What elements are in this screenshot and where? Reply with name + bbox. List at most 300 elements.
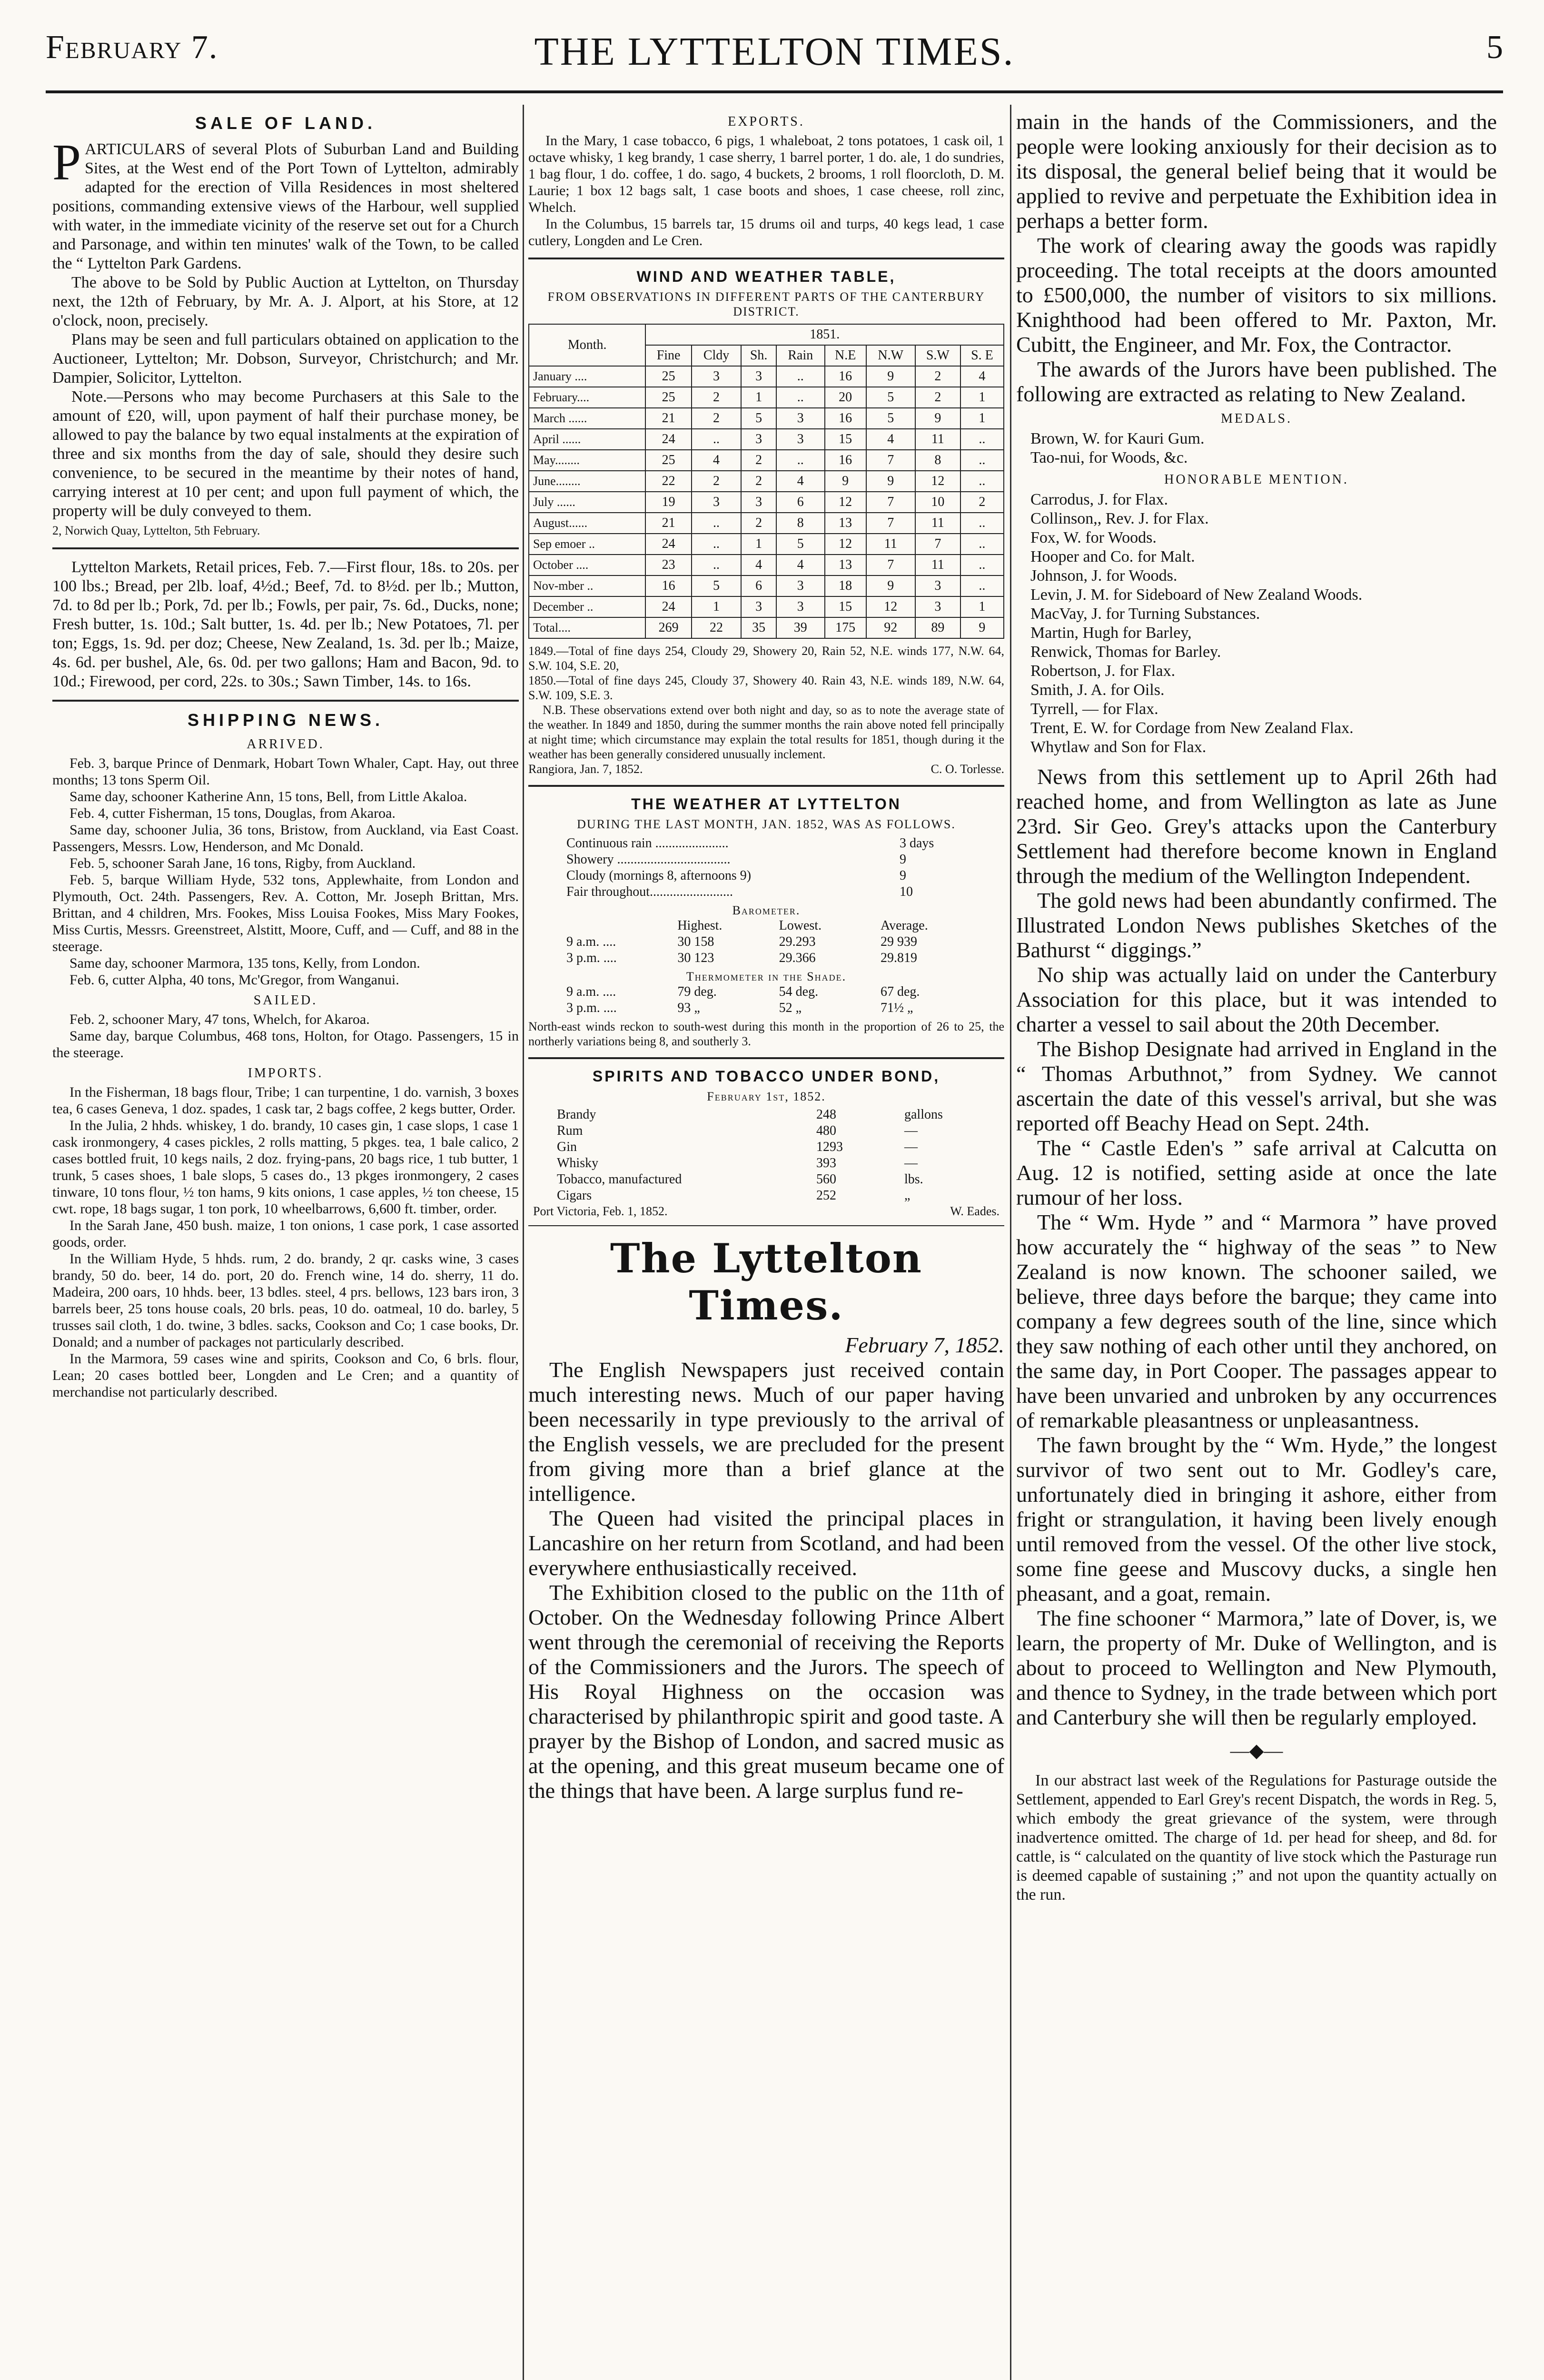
value-cell: 13	[825, 513, 866, 534]
mention-item: Martin, Hugh for Barley,	[1030, 624, 1192, 642]
weather-key: Cloudy (mornings 8, afternoons 9)	[566, 868, 752, 883]
wind-weather-table	[528, 324, 1004, 639]
value-cell: ..	[692, 555, 742, 575]
value-cell: 7	[866, 450, 915, 471]
thermometer-readings	[528, 984, 1004, 1016]
medal-item: Tao-nui, for Woods, &c.	[1030, 449, 1188, 466]
ornament-divider: —◆—	[1230, 1740, 1283, 1761]
weather-row	[566, 852, 966, 868]
page-number: 5	[1486, 29, 1503, 66]
column-3	[1016, 109, 1497, 2380]
thermometer-label: Thermometer in the Shade.	[686, 970, 847, 983]
barometer-readings	[528, 918, 1004, 966]
imports-label: IMPORTS.	[247, 1066, 324, 1081]
value-cell: 3	[915, 575, 960, 596]
header-date: February 7.	[46, 29, 218, 66]
wind-subheading: FROM OBSERVATIONS IN DIFFERENT PARTS OF THE CANTERBURY DISTRICT.	[547, 290, 985, 318]
header-rule	[46, 90, 1503, 93]
value-cell: 3	[741, 429, 776, 450]
sailed-label: SAILED.	[253, 993, 318, 1008]
imports-item: In the William Hyde, 5 hhds. rum, 2 do. brandy, 2 qr. casks wine, 3 cases brandy, 50 do. beer, 14 do. port, 20 do. French wine, 14 do. sherry, 11 do. Madeira, 200 oars, 10 hhds. beer, 13 bdles. steel, 4 prs. bellows, 123 bars iron, 3 barrels beer, 25 tons house coals, 20 brls. peas, 10 do. oatmeal, 10 do. barley, 5 trusses sail cloth, 1 do. twine, 3 bdles. sacks, Cookson and Co; 1 case books, Dr. Donald; and a number of packages not particularly described.	[52, 1251, 519, 1350]
sailed-item: Feb. 2, schooner Mary, 47 tons, Whelch, for Akaroa.	[69, 1012, 370, 1027]
baro-cell: 29.819	[880, 951, 917, 965]
wind-table-row	[529, 534, 1004, 555]
newspaper-title: THE LYTTELTON TIMES.	[534, 30, 1015, 74]
month-cell: March ......	[529, 408, 645, 429]
editorial-para: The English Newspapers just received contain much interesting news. Much of our paper having been necessarily in type previously to the arrival of the English vessels, we are precluded for the present from giving more than a brief glance at the intelligence.	[528, 1358, 1004, 1506]
baro-head-cell	[566, 918, 662, 934]
value-cell: 2	[692, 387, 742, 408]
value-cell: 4	[776, 555, 825, 575]
baro-cell: 9 a.m. ....	[566, 934, 616, 949]
baro-head-cell: Average.	[880, 918, 928, 933]
sale-signature: 2, Norwich Quay, Lyttelton, 5th February.	[52, 524, 260, 537]
col-header: N.W	[866, 345, 915, 366]
value-cell: ..	[692, 429, 742, 450]
arrived-item: Feb. 4, cutter Fisherman, 15 tons, Douglas, from Akaroa.	[69, 805, 396, 821]
month-cell: July ......	[529, 492, 645, 513]
page-header	[46, 29, 1503, 86]
col3-para: The fine schooner “ Marmora,” late of Dover, is, we learn, the property of Mr. Duke of Wellington, and is about to proceed to Wellington and New Plymouth, and thence to Sydney, in the trade between which port and Canterbury she will then be regularly employed.	[1016, 1606, 1497, 1729]
value-cell: 4	[866, 429, 915, 450]
value-cell: 16	[825, 408, 866, 429]
value-cell: 9	[866, 575, 915, 596]
drop-cap: P	[52, 134, 81, 191]
value-cell: ..	[692, 534, 742, 555]
spirits-row	[557, 1107, 976, 1123]
thermo-cell: 93 „	[677, 1001, 700, 1015]
barometer-row	[566, 934, 966, 950]
value-cell: 12	[825, 492, 866, 513]
sale-para-4: Note.—Persons who may become Purchasers at this Sale to the amount of £20, will, upon payment of half their purchase money, be allowed to pay the balance by two equal instalments at the expiration of three and six months from the day of sale, should they desire such convenience, to be secured in the meantime by their notes of hand, carrying interest at 10 per cent; and upon full payment of which, the property will be duly conveyed to them.	[52, 388, 519, 520]
year-header: 1851.	[645, 324, 1004, 345]
col3-para: The gold news had been abundantly confirmed. The Illustrated London News publishes Sketches of the Bathurst “ diggings.”	[1016, 888, 1497, 962]
value-cell: 4	[741, 555, 776, 575]
lyttelton-weather-heading: THE WEATHER AT LYTTELTON	[631, 795, 901, 813]
wind-signature	[528, 762, 1004, 776]
value-cell: 10	[915, 492, 960, 513]
value-cell: 9	[825, 471, 866, 492]
exports-item: In the Mary, 1 case tobacco, 6 pigs, 1 whaleboat, 2 tons potatoes, 1 cask oil, 1 octave whisky, 1 keg brandy, 1 case sherry, 1 barrel porter, 1 do. ale, 1 do sundries, 1 bag flour, 1 do. coffee, 1 do. sago, 4 buckets, 2 brooms, 1 roll floorcloth, D. M. Laurie; 1 box 12 bags salt, 1 case boots and shoes, 1 case cheese, roll zinc, Whelch.	[528, 133, 1004, 215]
value-cell: 89	[915, 617, 960, 638]
mention-item: Smith, J. A. for Oils.	[1030, 681, 1165, 699]
month-cell: Sep emoer ..	[529, 534, 645, 555]
arrived-item: Feb. 3, barque Prince of Denmark, Hobart Town Whaler, Capt. Hay, out three months; 13 tons Sperm Oil.	[52, 755, 519, 788]
value-cell: ..	[776, 450, 825, 471]
value-cell: ..	[960, 513, 1004, 534]
spirits-row	[557, 1188, 976, 1204]
weather-key: Showery ..................................	[566, 852, 731, 867]
wind-table-row	[529, 596, 1004, 617]
month-column-header: Month.	[529, 324, 645, 366]
value-cell: 5	[866, 408, 915, 429]
value-cell: ..	[692, 513, 742, 534]
value-cell: 16	[645, 575, 691, 596]
value-cell: 24	[645, 429, 691, 450]
value-cell: 7	[915, 534, 960, 555]
divider	[528, 1225, 1004, 1226]
col-header: S. E	[960, 345, 1004, 366]
value-cell: 24	[645, 596, 691, 617]
sale-para-3: Plans may be seen and full particulars obtained on application to the Auctioneer, Lyttelton; Mr. Dobson, Surveyor, Christchurch; and Mr. Dampier, Solicitor, Lyttelton.	[52, 331, 519, 387]
value-cell: 13	[825, 555, 866, 575]
wind-table-row	[529, 429, 1004, 450]
editorial-para: The Queen had visited the principal places in Lancashire on her return from Scotland, and had been everywhere enthusiastically received.	[528, 1506, 1004, 1580]
spirits-signature	[528, 1204, 1004, 1219]
value-cell: 3	[741, 596, 776, 617]
col3-para: No ship was actually laid on under the Canterbury Association for this place, but it was intended to charter a vessel to sail about the 20th December.	[1016, 962, 1497, 1036]
month-cell: May........	[529, 450, 645, 471]
spirits-list	[528, 1104, 1004, 1204]
month-cell: Total....	[529, 617, 645, 638]
mention-item: Hooper and Co. for Malt.	[1030, 548, 1195, 565]
value-cell: 175	[825, 617, 866, 638]
value-cell: ..	[960, 429, 1004, 450]
wind-table-row	[529, 492, 1004, 513]
arrived-item: Same day, schooner Julia, 36 tons, Bristow, from Auckland, via East Coast. Passengers, Messrs. Low, Henderson, and Mc Donald.	[52, 822, 519, 854]
barometer-label: Barometer.	[732, 903, 801, 917]
weather-row	[566, 868, 966, 884]
value-cell: 15	[825, 429, 866, 450]
col3-para: News from this settlement up to April 26th had reached home, and from Wellington as late as June 23rd. Sir Geo. Grey's attacks upon the Canterbury Settlement had therefore become known in England through the medium of the Wellington Independent.	[1016, 764, 1497, 888]
spirits-row	[557, 1123, 976, 1139]
col3-para: The Bishop Designate had arrived in England in the “ Thomas Arbuthnot,” from Sydney. We cannot ascertain the date of this vessel's arrival, but she was reported off Beachy Head on Sept. 24th.	[1016, 1037, 1497, 1135]
barometer-head	[566, 918, 966, 934]
sale-para-2: The above to be Sold by Public Auction at Lyttelton, on Thursday next, the 12th of February, by Mr. A. J. Alport, at his Store, at 12 o'clock, noon, precisely.	[52, 274, 519, 329]
arrived-item: Feb. 5, schooner Sarah Jane, 16 tons, Rigby, from Auckland.	[69, 855, 416, 871]
sale-para-1-text: ARTICULARS of several Plots of Suburban Land and Building Sites, at the West end of the Port Town of Lyttelton, admirably adapted for the erection of Villa Residences in most sheltered positions, commanding extensive views of the Harbour, well supplied with water, in the immediate vicinity of the reserve set out for a Church and Parsonage, and within ten minutes' walk of the Town, to be called the “ Lyttelton Park Gardens.	[52, 140, 519, 272]
spirits-qty: 480	[816, 1123, 836, 1138]
exports-label: EXPORTS.	[728, 114, 805, 129]
thermometer-row	[566, 1000, 966, 1016]
value-cell: ..	[960, 555, 1004, 575]
weather-key: Fair throughout.........................	[566, 884, 733, 899]
thermo-cell: 54 deg.	[779, 984, 819, 999]
spirits-sig-place: Port Victoria, Feb. 1, 1852.	[533, 1204, 668, 1218]
wind-table-row	[529, 387, 1004, 408]
col3-para: The fawn brought by the “ Wm. Hyde,” the longest survivor of two sent out to Mr. Godley's care, unfortunately died in bringing it ashore, either from fright or strangulation, it having been lively enough until removed from the vessel. Of the other live stock, some fine geese and Muscovy ducks, a single hen pheasant, and a goat, remain.	[1016, 1433, 1497, 1606]
spirits-qty: 1293	[816, 1140, 843, 1154]
col3-para: The “ Wm. Hyde ” and “ Marmora ” have proved how accurately the “ highway of the seas ” to New Zealand is now known. The schooner sailed, we believe, three days before the barque; they came into company a few degrees south of the line, since which they saw nothing of each other until they anchored, on the same day, in Port Cooper. The passages appear to have been unvaried and unbroken by any occurrences of remarkable pleasantness or unpleasantness.	[1016, 1210, 1497, 1432]
value-cell: 3	[776, 408, 825, 429]
month-cell: December ..	[529, 596, 645, 617]
mention-item: Renwick, Thomas for Barley.	[1030, 643, 1221, 661]
value-cell: 5	[866, 387, 915, 408]
weather-key: Continuous rain ......................	[566, 836, 729, 851]
thermo-cell: 9 a.m. ....	[566, 984, 616, 999]
arrived-item: Feb. 6, cutter Alpha, 40 tons, Mc'Gregor, from Wanganui.	[69, 972, 399, 988]
value-cell: 24	[645, 534, 691, 555]
value-cell: 12	[866, 596, 915, 617]
value-cell: 3	[741, 366, 776, 387]
month-cell: April ......	[529, 429, 645, 450]
column-1	[52, 109, 519, 2380]
divider	[528, 1057, 1004, 1059]
spirits-qty: 393	[816, 1156, 836, 1170]
value-cell: 3	[692, 366, 742, 387]
honorable-mention-label: HONORABLE MENTION.	[1164, 472, 1349, 487]
editorial-masthead: The Lyttelton Times.	[610, 1235, 922, 1329]
baro-cell: 30 123	[677, 951, 714, 965]
divider	[528, 785, 1004, 787]
spirits-item: Tobacco, manufactured	[557, 1172, 682, 1187]
value-cell: ..	[960, 534, 1004, 555]
value-cell: 6	[741, 575, 776, 596]
spirits-unit: —	[904, 1123, 918, 1138]
spirits-item: Rum	[557, 1123, 583, 1138]
value-cell: 3	[915, 596, 960, 617]
spirits-unit: —	[904, 1156, 918, 1170]
imports-item: In the Sarah Jane, 450 bush. maize, 1 ton onions, 1 case pork, 1 case assorted goods, order.	[52, 1218, 519, 1250]
value-cell: 11	[915, 513, 960, 534]
value-cell: 20	[825, 387, 866, 408]
value-cell: 15	[825, 596, 866, 617]
lyttelton-weather-subheading: DURING THE LAST MONTH, JAN. 1852, WAS AS FOLLOWS.	[577, 817, 956, 831]
sailed-item: Same day, barque Columbus, 468 tons, Holton, for Otago. Passengers, 15 in the steerage.	[52, 1028, 519, 1061]
spirits-item: Whisky	[557, 1156, 599, 1170]
mention-item: Tyrrell, — for Flax.	[1030, 700, 1158, 718]
weather-row	[566, 884, 966, 900]
spirits-qty: 560	[816, 1172, 836, 1187]
value-cell: ..	[960, 450, 1004, 471]
value-cell: 1	[741, 387, 776, 408]
arrived-item: Feb. 5, barque William Hyde, 532 tons, Applewhaite, from London and Plymouth, Oct. 24th. Passengers, Rev. A. Cotton, Mr. Joseph Brittan, Mrs. Brittan, and 4 children, Mrs. Fookes, Miss Louisa Fookes, Miss Mary Fookes, Miss Curtis, Messrs. Greenstreet, Alstitt, Moore, Cuff, and — Cuff, and 88 in the steerage.	[52, 872, 519, 954]
arrived-label: ARRIVED.	[247, 737, 325, 752]
mention-item: Collinson,, Rev. J. for Flax.	[1030, 510, 1209, 527]
thermo-cell: 52 „	[779, 1001, 802, 1015]
baro-cell: 3 p.m. ....	[566, 951, 617, 965]
value-cell: 3	[692, 492, 742, 513]
month-cell: January ....	[529, 366, 645, 387]
value-cell: 2	[741, 513, 776, 534]
spirits-unit: —	[904, 1140, 918, 1154]
value-cell: 4	[960, 366, 1004, 387]
value-cell: ..	[776, 366, 825, 387]
value-cell: 21	[645, 513, 691, 534]
mention-item: Carrodus, J. for Flax.	[1030, 491, 1168, 508]
thermo-cell: 3 p.m. ....	[566, 1001, 617, 1015]
wind-table-row	[529, 513, 1004, 534]
mention-item: Robertson, J. for Flax.	[1030, 662, 1176, 680]
pasturage-note: In our abstract last week of the Regulations for Pasturage outside the Settlement, appended to Earl Grey's recent Dispatch, the words in Reg. 5, which embody the great grievance of the system, were through inadvertence omitted. The charge of 1d. per head for sheep, and 8d. for cattle, is “ calculated on the quantity of live stock which the Pasturage run is deemed capable of sustaining ;” and not upon the quantity actually on the run.	[1016, 1772, 1497, 1904]
medal-item: Brown, W. for Kauri Gum.	[1030, 430, 1205, 447]
wind-heading: WIND AND WEATHER TABLE,	[636, 268, 896, 285]
mention-item: MacVay, J. for Turning Substances.	[1030, 605, 1260, 623]
value-cell: 23	[645, 555, 691, 575]
wind-table-row	[529, 408, 1004, 429]
wind-table-body	[529, 366, 1004, 638]
value-cell: 2	[741, 471, 776, 492]
spirits-row	[557, 1171, 976, 1188]
month-cell: August......	[529, 513, 645, 534]
exports-item: In the Columbus, 15 barrels tar, 15 drums oil and turps, 40 kegs lead, 1 case cutlery, Longden and Le Cren.	[528, 216, 1004, 248]
value-cell: 92	[866, 617, 915, 638]
value-cell: 21	[645, 408, 691, 429]
mention-item: Levin, J. M. for Sideboard of New Zealand Woods.	[1030, 586, 1363, 604]
spirits-heading: SPIRITS AND TOBACCO UNDER BOND,	[592, 1068, 940, 1085]
value-cell: 11	[915, 555, 960, 575]
value-cell: 22	[692, 617, 742, 638]
month-cell: February....	[529, 387, 645, 408]
imports-item: In the Fisherman, 18 bags flour, Tribe; 1 can turpentine, 1 do. varnish, 3 boxes tea, 6 cases Geneva, 1 doz. spades, 1 cask tar, 2 bags coffee, 2 kegs butter, Order.	[52, 1084, 519, 1117]
value-cell: ..	[776, 387, 825, 408]
baro-cell: 29 939	[880, 934, 917, 949]
value-cell: 11	[915, 429, 960, 450]
value-cell: 4	[692, 450, 742, 471]
value-cell: 1	[741, 534, 776, 555]
lyttelton-weather-note: North-east winds reckon to south-west during this month in the proportion of 26 to 25, the northerly variations being 8, and southerly 3.	[528, 1020, 1004, 1048]
thermo-cell: 79 deg.	[677, 984, 717, 999]
col3-para: The work of clearing away the goods was rapidly proceeding. The total receipts at the doors amounted to £500,000, the number of visitors to six millions. Knighthood had been offered to Mr. Paxton, Mr. Cubitt, the Engineer, and Mr. Fox, the Contractor.	[1016, 233, 1497, 357]
value-cell: 1	[960, 596, 1004, 617]
value-cell: 35	[741, 617, 776, 638]
baro-cell: 30 158	[677, 934, 714, 949]
column-divider	[523, 105, 524, 2380]
wind-sig-name: C. O. Torlesse.	[930, 762, 1004, 776]
month-cell: June........	[529, 471, 645, 492]
wind-table-row	[529, 450, 1004, 471]
weather-value: 3 days	[900, 836, 934, 851]
thermo-cell: 67 deg.	[880, 984, 920, 999]
col-header: Rain	[776, 345, 825, 366]
weather-value: 9	[900, 852, 906, 867]
imports-item: In the Julia, 2 hhds. whiskey, 1 do. brandy, 10 cases gin, 1 case slops, 1 case 1 cask ironmongery, 4 cases pickles, 2 rolls matting, 5 pkges. tea, 1 bale calico, 2 cases bottled fruit, 10 kegs nails, 2 doz. frying-pans, 20 bags rice, 1 tub butter, 1 trunk, 5 cases shoes, 1 bale slops, 5 cases do., 13 pkges ironmongery, 2 cases tinware, 10 tons flour, ½ ton hams, 9 kits onions, 1 case apples, ½ ton cheese, 15 cwt. rope, 18 bags sugar, 1 ton pork, 10 wheelbarrows, 6,600 ft. timber, order.	[52, 1118, 519, 1217]
thermometer-row	[566, 984, 966, 1000]
divider	[528, 258, 1004, 259]
spirits-unit: lbs.	[904, 1172, 923, 1187]
value-cell: 2	[741, 450, 776, 471]
baro-head-cell: Highest.	[677, 918, 723, 933]
value-cell: 2	[915, 387, 960, 408]
value-cell: 25	[645, 387, 691, 408]
value-cell: 2	[915, 366, 960, 387]
value-cell: 6	[776, 492, 825, 513]
value-cell: 5	[692, 575, 742, 596]
value-cell: 9	[915, 408, 960, 429]
value-cell: 12	[915, 471, 960, 492]
value-cell: 22	[645, 471, 691, 492]
wind-nb: N.B. These observations extend over both night and day, so as to note the average state of the weather. In 1849 and 1850, during the summer months the rain above noted fell principally at night time; which circumstance may explain the total results for 1851, though during it the weather has been generally considered unusually inclement.	[528, 703, 1004, 761]
value-cell: 8	[776, 513, 825, 534]
value-cell: 4	[776, 471, 825, 492]
weather-value: 9	[900, 868, 906, 883]
value-cell: 3	[741, 492, 776, 513]
value-cell: 16	[825, 366, 866, 387]
wind-table-row	[529, 471, 1004, 492]
value-cell: 16	[825, 450, 866, 471]
value-cell: ..	[960, 471, 1004, 492]
sale-heading: SALE OF LAND.	[195, 113, 376, 133]
value-cell: 9	[960, 617, 1004, 638]
value-cell: 5	[776, 534, 825, 555]
col3-para: main in the hands of the Commissioners, and the people were looking anxiously for their decision as to its disposal, the general belief being that it would be applied to revive and perpetuate the Exhibition idea in perhaps a better form.	[1016, 109, 1497, 233]
wind-note: 1849.—Total of fine days 254, Cloudy 29, Showery 20, Rain 52, N.E. winds 177, N.W. 64, S.W. 104, S.E. 20,	[528, 644, 1004, 673]
col-header: Sh.	[741, 345, 776, 366]
weather-value: 10	[900, 884, 913, 899]
value-cell: 3	[776, 575, 825, 596]
wind-table-row	[529, 617, 1004, 638]
mention-item: Fox, W. for Woods.	[1030, 529, 1157, 546]
markets-report: Lyttelton Markets, Retail prices, Feb. 7.—First flour, 18s. to 20s. per 100 lbs.; Bread, per 2lb. loaf, 4½d.; Beef, 7d. to 8½d. per lb.; Mutton, 7d. to 8d per lb.; Pork, 7d. per lb.; Fowls, per pair, 7s. 6d., Ducks, none; Fresh butter, 1s. 10d.; Salt butter, 1s. 4d. per lb.; New Potatoes, 7l. per ton; Eggs, 1s. 9d. per doz; Cheese, New Zealand, 1s. 3d. per lb.; Maize, 4s. 6d. per bushel, Ale, 6s. 0d. per two gallons; Ham and Bacon, 9d. to 10d.; Firewood, per cord, 22s. to 30s.; Sawn Timber, 14s. to 16s.	[52, 558, 519, 690]
column-2	[528, 109, 1004, 2380]
col-header: Fine	[645, 345, 691, 366]
spirits-qty: 248	[816, 1107, 836, 1122]
wind-note: 1850.—Total of fine days 245, Cloudy 37, Showery 40. Rain 43, N.E. winds 189, N.W. 64, S.W. 109, S.E. 3.	[528, 674, 1004, 702]
value-cell: ..	[960, 575, 1004, 596]
spirits-row	[557, 1155, 976, 1171]
spirits-sig-name: W. Eades.	[950, 1204, 1000, 1218]
value-cell: 1	[960, 387, 1004, 408]
editorial-para: The Exhibition closed to the public on the 11th of October. On the Wednesday following Prince Albert went through the ceremonial of receiving the Reports of the Commissioners and the Jurors. The speech of His Royal Highness on the occasion was characterised by philanthropic spirit and good taste. A prayer by the Bishop of London, and sacred music as at the opening, and this great museum became one of the things that have been. A large surplus fund re-	[528, 1580, 1004, 1803]
value-cell: 9	[866, 366, 915, 387]
col-header: S.W	[915, 345, 960, 366]
col3-para: The awards of the Jurors have been published. The following are extracted as relating to New Zealand.	[1016, 357, 1497, 406]
lyttelton-weather-counts	[528, 832, 1004, 900]
value-cell: 5	[741, 408, 776, 429]
imports-item: In the Marmora, 59 cases wine and spirits, Cookson and Co, 6 brls. flour, Lean; 20 cases bottled beer, Longden and Le Cren; and a quantity of merchandise not particularly described.	[52, 1351, 519, 1400]
spirits-date: February 1st, 1852.	[707, 1090, 826, 1103]
spirits-qty: 252	[816, 1188, 836, 1203]
mention-item: Johnson, J. for Woods.	[1030, 567, 1178, 585]
column-divider	[1010, 105, 1011, 2380]
value-cell: 7	[866, 555, 915, 575]
value-cell: 25	[645, 366, 691, 387]
col3-para: The “ Castle Eden's ” safe arrival at Calcutta on Aug. 12 is notified, setting aside at once the late rumour of her loss.	[1016, 1136, 1497, 1210]
divider	[52, 700, 519, 702]
arrived-item: Same day, schooner Katherine Ann, 15 tons, Bell, from Little Akaloa.	[69, 789, 467, 804]
value-cell: 2	[692, 471, 742, 492]
value-cell: 269	[645, 617, 691, 638]
thermo-cell: 71½ „	[880, 1001, 913, 1015]
value-cell: 11	[866, 534, 915, 555]
value-cell: 25	[645, 450, 691, 471]
wind-table-row	[529, 555, 1004, 575]
value-cell: 39	[776, 617, 825, 638]
baro-cell: 29.366	[779, 951, 816, 965]
value-cell: 7	[866, 513, 915, 534]
sale-para-1	[52, 134, 519, 273]
spirits-item: Cigars	[557, 1188, 592, 1203]
value-cell: 9	[866, 471, 915, 492]
baro-cell: 29.293	[779, 934, 816, 949]
weather-row	[566, 835, 966, 852]
month-cell: October ....	[529, 555, 645, 575]
arrived-item: Same day, schooner Marmora, 135 tons, Kelly, from London.	[69, 955, 420, 971]
value-cell: 3	[776, 596, 825, 617]
value-cell: 7	[866, 492, 915, 513]
wind-table-row	[529, 366, 1004, 387]
mention-item: Whytlaw and Son for Flax.	[1030, 738, 1207, 756]
value-cell: 19	[645, 492, 691, 513]
value-cell: 3	[776, 429, 825, 450]
value-cell: 1	[692, 596, 742, 617]
spirits-unit: gallons	[904, 1107, 943, 1122]
value-cell: 18	[825, 575, 866, 596]
spirits-row	[557, 1139, 976, 1155]
editorial-date: February 7, 1852.	[845, 1333, 1004, 1357]
spirits-unit: „	[904, 1188, 911, 1203]
mention-item: Trent, E. W. for Cordage from New Zealand Flax.	[1030, 719, 1354, 737]
value-cell: 2	[692, 408, 742, 429]
value-cell: 2	[960, 492, 1004, 513]
col-header: Cldy	[692, 345, 742, 366]
col-header: N.E	[825, 345, 866, 366]
value-cell: 8	[915, 450, 960, 471]
value-cell: 1	[960, 408, 1004, 429]
month-cell: Nov-mber ..	[529, 575, 645, 596]
value-cell: 12	[825, 534, 866, 555]
spirits-item: Brandy	[557, 1107, 596, 1122]
